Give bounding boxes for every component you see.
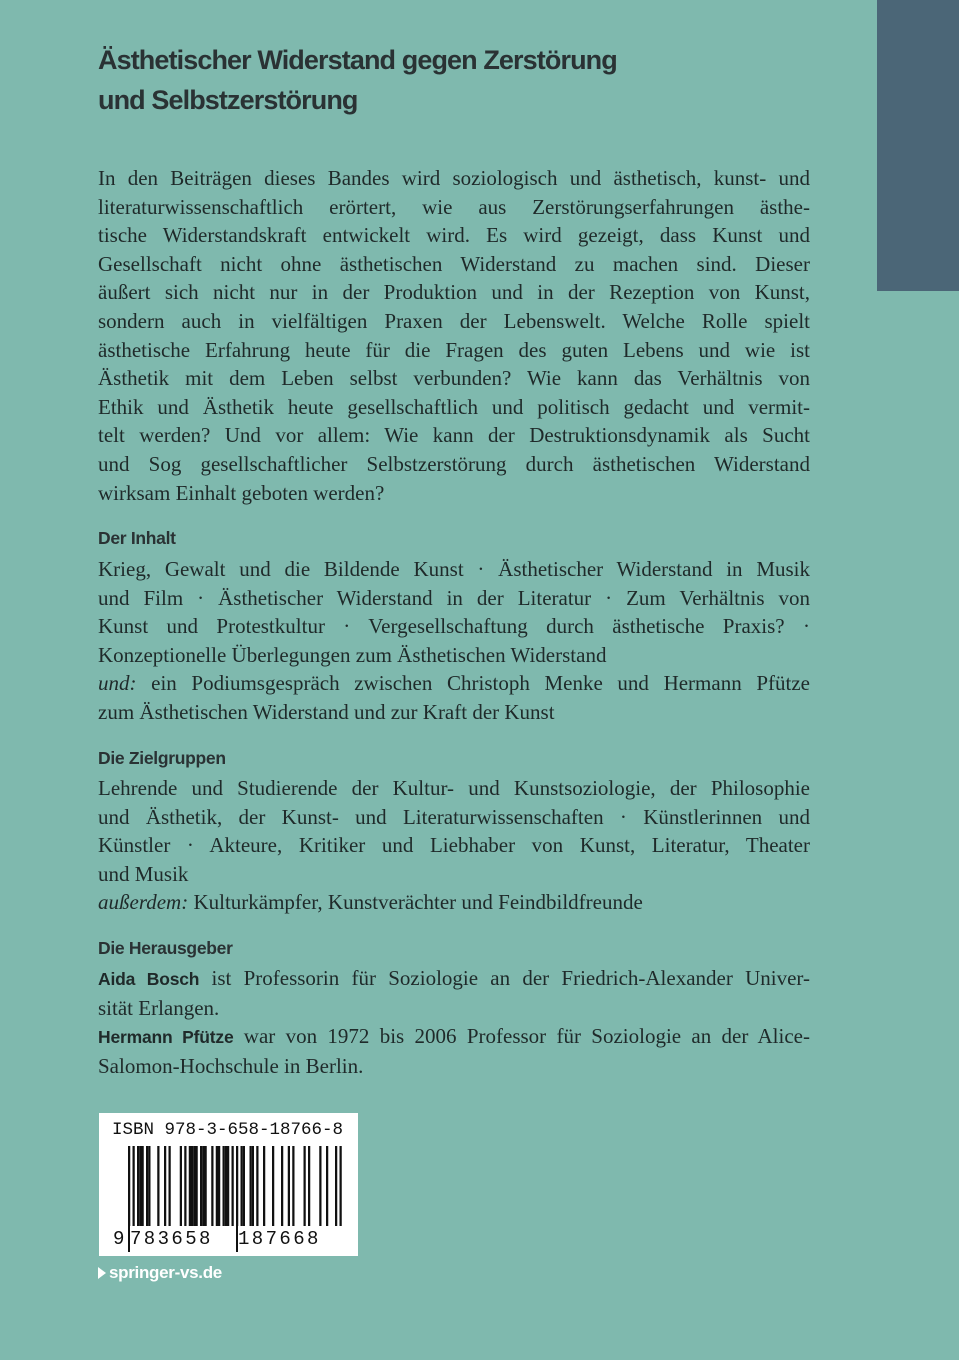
intro-line: literaturwissenschaftlich erörtert, wie aus Zerstörungserfahrungen ästhe- xyxy=(98,194,810,219)
zielgruppen-line: Künstler · Akteure, Kritiker und Liebhaber von Kunst, Literatur, Theater xyxy=(98,833,810,858)
section-heading-inhalt: Der Inhalt xyxy=(98,528,176,548)
barcode-bar xyxy=(202,1146,204,1226)
barcode-bar xyxy=(304,1146,306,1226)
inhalt-paragraph xyxy=(98,555,810,727)
zielgruppen-extra-line xyxy=(98,888,810,917)
editor-1-name: Aida Bosch xyxy=(98,969,200,989)
barcode-bar xyxy=(326,1146,328,1226)
play-arrow-icon xyxy=(98,1267,106,1279)
publisher-website[interactable] xyxy=(98,1262,222,1284)
inhalt-line: Kunst und Protestkultur · Vergesellschaftung durch ästhetische Praxis? · xyxy=(98,614,810,639)
barcode-bar xyxy=(211,1146,213,1226)
inhalt-extra-label: und: xyxy=(98,671,137,696)
barcode-bar xyxy=(205,1146,207,1226)
intro-line: ästhetische Erfahrung heute für die Fragen des guten Lebens und wie ist xyxy=(98,337,810,362)
barcode-bar xyxy=(292,1146,294,1226)
editor-2-line: Salomon-Hochschule in Berlin. xyxy=(98,1053,364,1078)
barcode-bar xyxy=(227,1146,229,1226)
barcode-bar xyxy=(256,1146,258,1226)
barcode-bar xyxy=(288,1146,290,1226)
barcode-bar xyxy=(196,1146,198,1226)
section-heading-zielgruppen: Die Zielgruppen xyxy=(98,748,226,768)
barcode-bar xyxy=(142,1146,144,1226)
barcode-bar xyxy=(148,1146,150,1226)
barcode-digits-right: 187668 xyxy=(238,1226,342,1252)
barcode-bar xyxy=(184,1146,186,1226)
barcode-bar xyxy=(281,1146,283,1226)
intro-line: telt werden? Und vor allem: Wie kann der Destruktionsdynamik als Sucht xyxy=(98,423,810,448)
barcode-bar xyxy=(191,1146,193,1226)
publisher-website-label: springer-vs.de xyxy=(109,1263,222,1282)
barcode-digit-first: 9 xyxy=(113,1228,125,1250)
isbn-number: ISBN 978-3-658-18766-8 xyxy=(112,1120,344,1140)
intro-line: äußert sich nicht nur in der Produktion und in der Rezeption von Kunst, xyxy=(98,280,810,305)
editor-2-line xyxy=(98,1022,810,1052)
barcode-bar xyxy=(193,1146,195,1226)
barcode-bar xyxy=(169,1146,171,1226)
barcode-bar xyxy=(146,1146,148,1226)
zielgruppen-extra-text: Kulturkämpfer, Kunstverächter und Feindbildfreunde xyxy=(188,890,643,915)
book-title-line-2: und Selbstzerstörung xyxy=(98,85,358,115)
book-title xyxy=(98,40,758,120)
barcode-digits-left: 783658 xyxy=(130,1226,234,1252)
barcode-bar xyxy=(250,1146,252,1226)
inhalt-line: und Film · Ästhetischer Widerstand in der Literatur · Zum Verhältnis von xyxy=(98,585,810,610)
barcode-bar xyxy=(218,1146,220,1226)
barcode-digits xyxy=(99,1226,358,1252)
barcode-bar xyxy=(252,1146,254,1226)
barcode-bar xyxy=(157,1146,159,1226)
barcode-bar xyxy=(263,1146,265,1226)
barcode-bar xyxy=(272,1146,274,1226)
barcode-bar xyxy=(319,1146,321,1226)
barcode-bar xyxy=(225,1146,227,1226)
editor-2-name: Hermann Pfütze xyxy=(98,1027,234,1048)
intro-line: Ethik und Ästhetik heute gesellschaftlich und politisch gedacht und vermit- xyxy=(98,394,810,419)
intro-line: und Sog gesellschaftlicher Selbstzerstörung durch ästhetischen Widerstand xyxy=(98,451,810,476)
barcode-bar xyxy=(308,1146,310,1226)
intro-line: Ästhetik mit dem Leben selbst verbunden? Wie kann das Verhältnis von xyxy=(98,366,810,391)
editor-2-text: war von 1972 bis 2006 Professor für Soziologie an der Alice- xyxy=(233,1024,810,1049)
inhalt-extra-text: ein Podiumsgespräch zwischen Christoph Menke und Hermann Pfütze xyxy=(136,671,810,696)
barcode-bar xyxy=(200,1146,202,1226)
zielgruppen-paragraph xyxy=(98,774,810,917)
inhalt-extra-line: zum Ästhetischen Widerstand und zur Kraft der Kunst xyxy=(98,699,555,724)
zielgruppen-line: und Musik xyxy=(98,861,189,886)
inhalt-line: Krieg, Gewalt und die Bildende Kunst · Ästhetischer Widerstand in Musik xyxy=(98,557,810,581)
editor-1-line: sität Erlangen. xyxy=(98,995,220,1020)
inhalt-extra-line xyxy=(98,669,810,698)
zielgruppen-line: und Ästhetik, der Kunst- und Literaturwissenschaften · Künstlerinnen und xyxy=(98,804,810,829)
section-heading-herausgeber: Die Herausgeber xyxy=(98,938,233,958)
intro-line: Gesellschaft nicht ohne ästhetischen Widerstand zu machen sind. Dieser xyxy=(98,251,810,276)
barcode-bar xyxy=(241,1146,243,1226)
zielgruppen-line: Lehrende und Studierende der Kultur- und Kunstsoziologie, der Philosophie xyxy=(98,776,810,800)
barcode-bar xyxy=(180,1146,182,1226)
barcode-bar xyxy=(243,1146,245,1226)
barcode-bar xyxy=(139,1146,141,1226)
barcode-bar xyxy=(216,1146,218,1226)
barcode-bar xyxy=(137,1146,139,1226)
intro-line: In den Beiträgen dieses Bandes wird soziologisch und ästhetisch, kunst- und xyxy=(98,166,810,190)
herausgeber-paragraph xyxy=(98,964,810,1080)
zielgruppen-extra-label: außerdem: xyxy=(98,890,189,915)
editor-1-text: ist Professorin für Soziologie an der Friedrich-Alexander Univer- xyxy=(199,966,810,990)
barcode-bar xyxy=(189,1146,191,1226)
intro-line: tische Widerstandskraft entwickelt wird. Es wird gezeigt, dass Kunst und xyxy=(98,223,810,248)
book-title-line-1: Ästhetischer Widerstand gegen Zerstörung xyxy=(98,45,617,75)
isbn-barcode xyxy=(99,1113,358,1256)
intro-line: wirksam Einhalt geboten werden? xyxy=(98,480,385,505)
intro-paragraph xyxy=(98,164,810,507)
editor-1-line xyxy=(98,964,810,994)
corner-color-block xyxy=(877,0,959,291)
intro-line: sondern auch in vielfältigen Praxen der Lebenswelt. Welche Rolle spielt xyxy=(98,308,810,333)
barcode-bar xyxy=(223,1146,225,1226)
barcode-bar xyxy=(164,1146,166,1226)
inhalt-line: Konzeptionelle Überlegungen zum Ästhetischen Widerstand xyxy=(98,642,607,667)
